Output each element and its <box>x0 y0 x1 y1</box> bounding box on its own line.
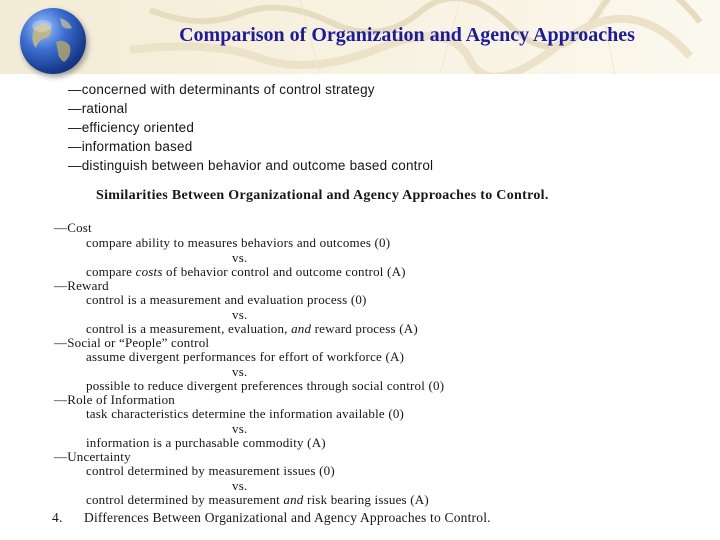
figure-caption <box>52 510 491 526</box>
similarity-item: —distinguish between behavior and outcome based control <box>68 158 434 173</box>
difference-second: control is a measurement, evaluation, and reward process (A) <box>86 321 418 336</box>
difference-vs: vs. <box>232 307 248 322</box>
difference-first: task characteristics determine the information available (0) <box>86 406 405 421</box>
comparison-figure <box>46 78 686 528</box>
difference-category: —Uncertainty <box>54 449 131 464</box>
difference-category: —Role of Information <box>54 392 175 407</box>
difference-first: assume divergent performances for effort of workforce (A) <box>86 349 405 364</box>
difference-vs: vs. <box>232 364 248 379</box>
caption-number: 4. <box>52 510 63 525</box>
similarities-heading: Similarities Between Organizational and Agency Approaches to Control. <box>96 188 549 203</box>
similarity-item: —efficiency oriented <box>68 120 195 135</box>
difference-second: information is a purchasable commodity (A) <box>86 435 326 450</box>
slide-title: Comparison of Organization and Agency Approaches <box>179 24 635 46</box>
difference-first: control is a measurement and evaluation process (0) <box>86 292 367 307</box>
difference-vs: vs. <box>232 421 248 436</box>
difference-second: compare costs of behavior control and outcome control (A) <box>86 264 406 279</box>
difference-first: compare ability to measures behaviors and outcomes (0) <box>86 235 391 250</box>
difference-category: —Cost <box>54 220 92 235</box>
globe-icon <box>20 8 86 74</box>
caption-text: Differences Between Organizational and Agency Approaches to Control. <box>84 510 491 525</box>
difference-first: control determined by measurement issues (0) <box>86 463 335 478</box>
similarity-item: —concerned with determinants of control strategy <box>68 82 375 97</box>
similarity-item: —information based <box>68 139 193 154</box>
difference-category: —Reward <box>54 278 109 293</box>
difference-second: control determined by measurement and risk bearing issues (A) <box>86 492 429 507</box>
difference-second: possible to reduce divergent preferences through social control (0) <box>86 378 445 393</box>
difference-vs: vs. <box>232 478 248 493</box>
difference-category: —Social or “People” control <box>54 335 210 350</box>
similarity-item: —rational <box>68 101 128 116</box>
difference-vs: vs. <box>232 250 248 265</box>
